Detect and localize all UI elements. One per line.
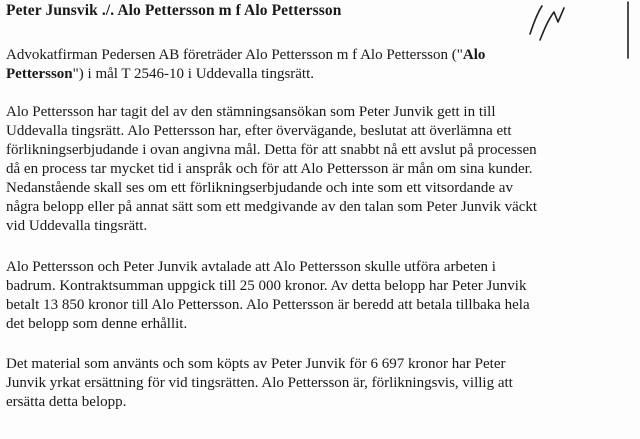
intro-bold-1: Alo bbox=[462, 47, 486, 63]
text-line: Det material som använts och som köpts av Peter Junvik för 6 697 kronor har Peter bbox=[6, 356, 506, 372]
text-line: Uddevalla tingsrätt. Alo Pettersson har, efter övervägande, beslutat att överlämna ett bbox=[6, 123, 512, 139]
text-line: Alo Pettersson och Peter Junvik avtalade att Alo Pettersson skulle utföra arbeten i bbox=[6, 259, 496, 275]
paragraph-material bbox=[6, 355, 636, 412]
text-line: Junvik yrkat ersättning för vid tingsrätten. Alo Pettersson är, förlikningsvis, villig att bbox=[6, 375, 513, 391]
intro-text-2: ") i mål T 2546-10 i Uddevalla tingsrätt. bbox=[72, 66, 315, 82]
text-line: Nedanstående skall ses om ett förlikningserbjudande och inte som ett vitsordande av bbox=[6, 180, 513, 196]
text-line: några belopp eller på annat sätt som ett medgivande av den talan som Peter Junvik väckt bbox=[6, 199, 538, 215]
text-line: Alo Pettersson har tagit del av den stämningsansökan som Peter Junvik gett in till bbox=[6, 104, 496, 120]
text-line: det belopp som denne erhållit. bbox=[6, 316, 188, 332]
intro-bold-2: Pettersson bbox=[6, 66, 73, 82]
intro-paragraph bbox=[6, 46, 636, 84]
paragraph-contract bbox=[6, 258, 636, 334]
text-line: vid Uddevalla tingsrätt. bbox=[6, 218, 148, 234]
case-heading: Peter Junsvik ./. Alo Pettersson m f Alo Pettersson bbox=[6, 2, 342, 19]
text-line: badrum. Kontraktsumman uppgick till 25 000 kronor. Av detta belopp har Peter Junvik bbox=[6, 278, 527, 294]
text-line: då en process tar mycket tid i anspråk och för att Alo Pettersson är mån om sina kunder. bbox=[6, 161, 533, 177]
intro-text-1: Advokatfirman Pedersen AB företräder Alo Pettersson m f Alo Pettersson (" bbox=[6, 47, 463, 63]
text-line: förlikningserbjudande i ovan angivna mål. Detta för att snabbt nå ett avslut på processen bbox=[6, 142, 537, 158]
text-line: betalt 13 850 kronor till Alo Pettersson. Alo Pettersson är beredd att betala tillbaka hela bbox=[6, 297, 530, 313]
text-line: ersätta detta belopp. bbox=[6, 394, 127, 410]
paragraph-background bbox=[6, 103, 636, 236]
